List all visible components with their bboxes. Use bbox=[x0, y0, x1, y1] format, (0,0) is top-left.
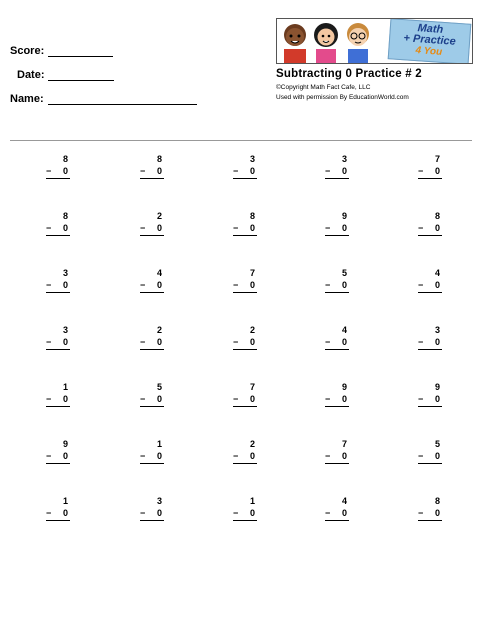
subtraction-problem bbox=[233, 210, 257, 236]
subtrahend-row bbox=[140, 336, 164, 348]
subtrahend-row bbox=[325, 507, 349, 519]
subtrahend-row bbox=[233, 222, 257, 234]
subtraction-problem bbox=[233, 381, 257, 407]
minuend: 5 bbox=[434, 439, 440, 449]
subtrahend: 0 bbox=[62, 280, 68, 290]
logo-line-4you: 4 You bbox=[415, 45, 443, 58]
subtrahend: 0 bbox=[156, 394, 162, 404]
minus-sign: − bbox=[325, 223, 331, 233]
subtrahend: 0 bbox=[434, 337, 440, 347]
subtraction-problem bbox=[46, 495, 70, 521]
minuend: 2 bbox=[249, 325, 255, 335]
minuend: 7 bbox=[249, 382, 255, 392]
minus-sign: − bbox=[140, 451, 146, 461]
subtrahend-row bbox=[325, 279, 349, 291]
answer-line[interactable] bbox=[46, 178, 70, 179]
subtrahend: 0 bbox=[249, 451, 255, 461]
subtrahend: 0 bbox=[156, 337, 162, 347]
minuend: 1 bbox=[62, 496, 68, 506]
subtrahend-row bbox=[140, 165, 164, 177]
minuend: 3 bbox=[62, 268, 68, 278]
subtrahend: 0 bbox=[341, 451, 347, 461]
answer-line[interactable] bbox=[233, 463, 257, 464]
subtrahend-row bbox=[418, 336, 442, 348]
copyright-text: ©Copyright Math Fact Cafe, LLC bbox=[276, 84, 371, 91]
minuend: 9 bbox=[341, 211, 347, 221]
answer-line[interactable] bbox=[418, 235, 442, 236]
subtrahend-row bbox=[140, 450, 164, 462]
minuend: 3 bbox=[249, 154, 255, 164]
subtrahend: 0 bbox=[434, 394, 440, 404]
subtrahend-row bbox=[233, 507, 257, 519]
answer-line[interactable] bbox=[325, 463, 349, 464]
subtrahend: 0 bbox=[434, 280, 440, 290]
logo-line-practice: + Practice bbox=[403, 32, 457, 48]
answer-line[interactable] bbox=[418, 292, 442, 293]
subtraction-problem bbox=[140, 438, 164, 464]
answer-line[interactable] bbox=[418, 520, 442, 521]
answer-line[interactable] bbox=[418, 349, 442, 350]
subtrahend: 0 bbox=[434, 451, 440, 461]
minuend: 1 bbox=[62, 382, 68, 392]
subtrahend-row bbox=[46, 165, 70, 177]
minuend: 9 bbox=[62, 439, 68, 449]
answer-line[interactable] bbox=[140, 406, 164, 407]
subtrahend-row bbox=[46, 279, 70, 291]
minus-sign: − bbox=[325, 166, 331, 176]
minuend: 3 bbox=[341, 154, 347, 164]
subtraction-problem bbox=[418, 381, 442, 407]
subtrahend-row bbox=[233, 450, 257, 462]
subtraction-problem bbox=[46, 267, 70, 293]
minus-sign: − bbox=[233, 451, 239, 461]
answer-line[interactable] bbox=[325, 520, 349, 521]
subtrahend: 0 bbox=[156, 508, 162, 518]
subtrahend: 0 bbox=[62, 337, 68, 347]
minus-sign: − bbox=[418, 280, 424, 290]
subtrahend-row bbox=[418, 393, 442, 405]
minus-sign: − bbox=[140, 394, 146, 404]
answer-line[interactable] bbox=[233, 406, 257, 407]
subtrahend: 0 bbox=[156, 223, 162, 233]
subtrahend-row bbox=[325, 336, 349, 348]
subtrahend: 0 bbox=[249, 280, 255, 290]
minuend: 2 bbox=[156, 211, 162, 221]
minus-sign: − bbox=[233, 280, 239, 290]
minuend: 7 bbox=[341, 439, 347, 449]
minus-sign: − bbox=[46, 394, 52, 404]
minuend: 5 bbox=[156, 382, 162, 392]
minuend: 5 bbox=[341, 268, 347, 278]
minus-sign: − bbox=[233, 337, 239, 347]
minuend: 4 bbox=[341, 496, 347, 506]
subtrahend: 0 bbox=[156, 280, 162, 290]
answer-line[interactable] bbox=[46, 463, 70, 464]
minus-sign: − bbox=[140, 166, 146, 176]
subtrahend: 0 bbox=[156, 451, 162, 461]
minus-sign: − bbox=[325, 337, 331, 347]
minus-sign: − bbox=[233, 394, 239, 404]
subtrahend-row bbox=[46, 507, 70, 519]
subtraction-problem bbox=[418, 324, 442, 350]
minus-sign: − bbox=[46, 223, 52, 233]
answer-line[interactable] bbox=[233, 235, 257, 236]
subtrahend-row bbox=[325, 165, 349, 177]
answer-line[interactable] bbox=[46, 406, 70, 407]
subtraction-problem bbox=[140, 210, 164, 236]
answer-line[interactable] bbox=[140, 463, 164, 464]
subtrahend-row bbox=[418, 279, 442, 291]
subtraction-problem bbox=[233, 438, 257, 464]
subtrahend-row bbox=[418, 165, 442, 177]
answer-line[interactable] bbox=[418, 178, 442, 179]
answer-line[interactable] bbox=[46, 349, 70, 350]
minuend: 8 bbox=[434, 211, 440, 221]
subtrahend: 0 bbox=[341, 394, 347, 404]
minus-sign: − bbox=[140, 337, 146, 347]
answer-line[interactable] bbox=[46, 292, 70, 293]
subtraction-problem bbox=[325, 495, 349, 521]
minuend: 4 bbox=[434, 268, 440, 278]
answer-line[interactable] bbox=[140, 349, 164, 350]
logo-line-math: Math bbox=[417, 22, 444, 36]
minuend: 4 bbox=[341, 325, 347, 335]
subtrahend: 0 bbox=[249, 508, 255, 518]
answer-line[interactable] bbox=[233, 292, 257, 293]
subtrahend: 0 bbox=[62, 451, 68, 461]
subtrahend: 0 bbox=[341, 280, 347, 290]
subtraction-problem bbox=[418, 153, 442, 179]
answer-line[interactable] bbox=[140, 178, 164, 179]
subtrahend-row bbox=[325, 222, 349, 234]
answer-line[interactable] bbox=[233, 349, 257, 350]
answer-line[interactable] bbox=[140, 235, 164, 236]
subtrahend-row bbox=[140, 279, 164, 291]
answer-line[interactable] bbox=[140, 520, 164, 521]
subtrahend-row bbox=[233, 165, 257, 177]
answer-line[interactable] bbox=[140, 292, 164, 293]
subtraction-problem bbox=[233, 495, 257, 521]
minus-sign: − bbox=[46, 508, 52, 518]
subtrahend: 0 bbox=[62, 508, 68, 518]
minuend: 3 bbox=[434, 325, 440, 335]
minus-sign: − bbox=[325, 508, 331, 518]
minus-sign: − bbox=[418, 223, 424, 233]
minus-sign: − bbox=[325, 280, 331, 290]
answer-line[interactable] bbox=[233, 520, 257, 521]
minus-sign: − bbox=[140, 280, 146, 290]
subtraction-problem bbox=[46, 324, 70, 350]
answer-line[interactable] bbox=[46, 235, 70, 236]
minuend: 8 bbox=[434, 496, 440, 506]
worksheet-title: Subtracting 0 Practice # 2 bbox=[276, 68, 422, 80]
subtrahend: 0 bbox=[156, 166, 162, 176]
minus-sign: − bbox=[140, 508, 146, 518]
answer-line[interactable] bbox=[46, 520, 70, 521]
subtrahend: 0 bbox=[62, 223, 68, 233]
subtraction-problem bbox=[46, 381, 70, 407]
minus-sign: − bbox=[233, 223, 239, 233]
subtraction-problem bbox=[46, 210, 70, 236]
minus-sign: − bbox=[418, 394, 424, 404]
subtraction-problem bbox=[325, 210, 349, 236]
subtrahend: 0 bbox=[341, 166, 347, 176]
minuend: 2 bbox=[156, 325, 162, 335]
subtraction-problem bbox=[233, 267, 257, 293]
subtraction-problem bbox=[418, 267, 442, 293]
minus-sign: − bbox=[46, 280, 52, 290]
answer-line[interactable] bbox=[325, 406, 349, 407]
subtrahend-row bbox=[140, 393, 164, 405]
subtraction-problem bbox=[233, 153, 257, 179]
subtraction-problem bbox=[325, 267, 349, 293]
subtraction-problem bbox=[418, 210, 442, 236]
minuend: 8 bbox=[249, 211, 255, 221]
subtraction-problem bbox=[46, 438, 70, 464]
minuend: 9 bbox=[434, 382, 440, 392]
subtraction-problem bbox=[140, 495, 164, 521]
subtraction-problem bbox=[418, 495, 442, 521]
subtrahend-row bbox=[418, 222, 442, 234]
subtrahend-row bbox=[46, 450, 70, 462]
answer-line[interactable] bbox=[325, 235, 349, 236]
minuend: 3 bbox=[156, 496, 162, 506]
minuend: 1 bbox=[156, 439, 162, 449]
subtrahend-row bbox=[325, 450, 349, 462]
subtrahend: 0 bbox=[249, 394, 255, 404]
subtrahend-row bbox=[418, 450, 442, 462]
subtrahend: 0 bbox=[434, 508, 440, 518]
minuend: 1 bbox=[249, 496, 255, 506]
subtrahend-row bbox=[46, 393, 70, 405]
subtrahend-row bbox=[140, 507, 164, 519]
subtraction-problem bbox=[46, 153, 70, 179]
subtrahend: 0 bbox=[249, 166, 255, 176]
subtrahend: 0 bbox=[62, 394, 68, 404]
subtraction-problem bbox=[325, 381, 349, 407]
minus-sign: − bbox=[325, 451, 331, 461]
subtrahend-row bbox=[46, 222, 70, 234]
subtrahend-row bbox=[233, 393, 257, 405]
minuend: 2 bbox=[249, 439, 255, 449]
subtrahend: 0 bbox=[434, 166, 440, 176]
answer-line[interactable] bbox=[325, 292, 349, 293]
answer-line[interactable] bbox=[233, 178, 257, 179]
subtraction-problem bbox=[325, 153, 349, 179]
answer-line[interactable] bbox=[325, 178, 349, 179]
minus-sign: − bbox=[418, 337, 424, 347]
subtrahend: 0 bbox=[249, 337, 255, 347]
score-label: Score: bbox=[10, 45, 45, 57]
minus-sign: − bbox=[418, 451, 424, 461]
minus-sign: − bbox=[418, 508, 424, 518]
minuend: 7 bbox=[249, 268, 255, 278]
minus-sign: − bbox=[46, 337, 52, 347]
subtrahend-row bbox=[325, 393, 349, 405]
subtrahend: 0 bbox=[249, 223, 255, 233]
subtraction-problem bbox=[325, 438, 349, 464]
minuend: 9 bbox=[341, 382, 347, 392]
minuend: 8 bbox=[62, 211, 68, 221]
subtraction-problem bbox=[140, 267, 164, 293]
subtrahend: 0 bbox=[341, 337, 347, 347]
answer-line[interactable] bbox=[418, 406, 442, 407]
date-label: Date: bbox=[17, 69, 45, 81]
answer-line[interactable] bbox=[325, 349, 349, 350]
minus-sign: − bbox=[46, 451, 52, 461]
minuend: 8 bbox=[62, 154, 68, 164]
subtraction-problem bbox=[140, 153, 164, 179]
subtrahend: 0 bbox=[341, 223, 347, 233]
subtraction-problem bbox=[418, 438, 442, 464]
subtrahend-row bbox=[46, 336, 70, 348]
subtrahend: 0 bbox=[62, 166, 68, 176]
subtrahend-row bbox=[233, 279, 257, 291]
subtrahend: 0 bbox=[434, 223, 440, 233]
minus-sign: − bbox=[233, 508, 239, 518]
subtraction-problem bbox=[140, 381, 164, 407]
minus-sign: − bbox=[46, 166, 52, 176]
minus-sign: − bbox=[140, 223, 146, 233]
subtrahend-row bbox=[140, 222, 164, 234]
answer-line[interactable] bbox=[418, 463, 442, 464]
subtraction-problem bbox=[140, 324, 164, 350]
name-label: Name: bbox=[10, 93, 44, 105]
minus-sign: − bbox=[418, 166, 424, 176]
minuend: 8 bbox=[156, 154, 162, 164]
subtrahend-row bbox=[233, 336, 257, 348]
subtrahend-row bbox=[418, 507, 442, 519]
subtrahend: 0 bbox=[341, 508, 347, 518]
minuend: 3 bbox=[62, 325, 68, 335]
permission-text: Used with permission By EducationWorld.com bbox=[276, 94, 409, 101]
subtraction-problem bbox=[325, 324, 349, 350]
minuend: 4 bbox=[156, 268, 162, 278]
minuend: 7 bbox=[434, 154, 440, 164]
minus-sign: − bbox=[325, 394, 331, 404]
minus-sign: − bbox=[233, 166, 239, 176]
subtraction-problem bbox=[233, 324, 257, 350]
